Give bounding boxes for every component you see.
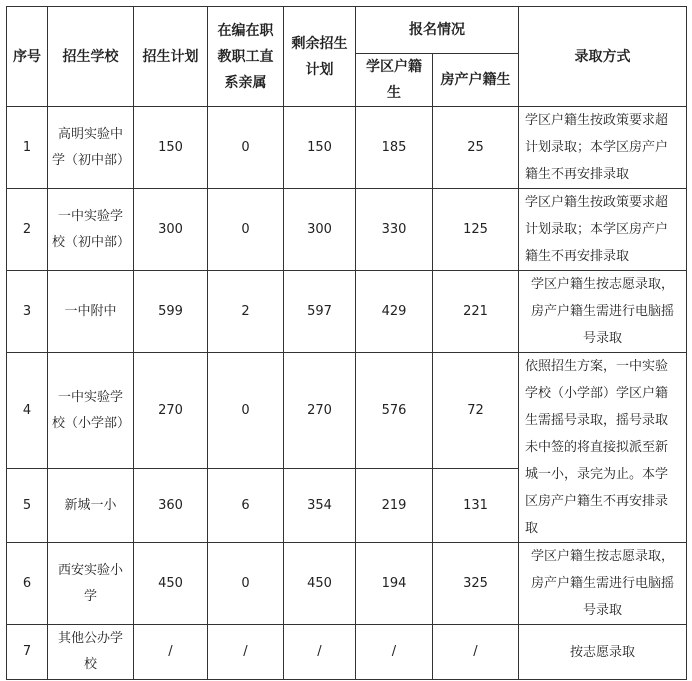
cell-seq: 6 bbox=[7, 543, 48, 625]
cell-property-hukou: / bbox=[433, 625, 519, 680]
cell-admission-method: 依照招生方案，一中实验学校（小学部）学区户籍生需摇号录取，摇号录取未中签的将直接拟派至新城一小，录完为止。本学区房产户籍生不再安排录取 bbox=[519, 353, 687, 543]
cell-school: 其他公办学校 bbox=[48, 625, 134, 680]
cell-remaining: 597 bbox=[284, 271, 356, 353]
cell-staff: 0 bbox=[208, 543, 284, 625]
cell-district-hukou: / bbox=[356, 625, 433, 680]
cell-admission-method: 学区户籍生按志愿录取，房产户籍生需进行电脑摇号录取 bbox=[519, 543, 687, 625]
cell-district-hukou: 330 bbox=[356, 189, 433, 271]
cell-plan: 300 bbox=[134, 189, 208, 271]
header-seq: 序号 bbox=[7, 7, 48, 107]
cell-school: 新城一小 bbox=[48, 469, 134, 543]
admission-table bbox=[6, 6, 687, 680]
cell-school: 西安实验小学 bbox=[48, 543, 134, 625]
cell-school: 高明实验中学（初中部） bbox=[48, 107, 134, 189]
cell-district-hukou: 185 bbox=[356, 107, 433, 189]
header-property-hukou: 房产户籍生 bbox=[433, 54, 519, 107]
cell-district-hukou: 194 bbox=[356, 543, 433, 625]
table-row bbox=[7, 353, 687, 469]
header-school: 招生学校 bbox=[48, 7, 134, 107]
header-plan: 招生计划 bbox=[134, 7, 208, 107]
cell-remaining: 354 bbox=[284, 469, 356, 543]
cell-remaining: / bbox=[284, 625, 356, 680]
header-registration: 报名情况 bbox=[356, 7, 519, 54]
cell-remaining: 300 bbox=[284, 189, 356, 271]
cell-staff: 0 bbox=[208, 353, 284, 469]
table-row bbox=[7, 625, 687, 680]
cell-admission-method: 按志愿录取 bbox=[519, 625, 687, 680]
cell-remaining: 450 bbox=[284, 543, 356, 625]
cell-property-hukou: 131 bbox=[433, 469, 519, 543]
cell-plan: 599 bbox=[134, 271, 208, 353]
cell-school: 一中附中 bbox=[48, 271, 134, 353]
cell-seq: 7 bbox=[7, 625, 48, 680]
header-district-hukou: 学区户籍生 bbox=[356, 54, 433, 107]
cell-district-hukou: 219 bbox=[356, 469, 433, 543]
cell-staff: 6 bbox=[208, 469, 284, 543]
cell-plan: 270 bbox=[134, 353, 208, 469]
cell-property-hukou: 325 bbox=[433, 543, 519, 625]
table-row bbox=[7, 107, 687, 189]
cell-seq: 4 bbox=[7, 353, 48, 469]
cell-school: 一中实验学校（初中部） bbox=[48, 189, 134, 271]
cell-admission-method: 学区户籍生按政策要求超计划录取；本学区房产户籍生不再安排录取 bbox=[519, 189, 687, 271]
cell-seq: 3 bbox=[7, 271, 48, 353]
cell-school: 一中实验学校（小学部） bbox=[48, 353, 134, 469]
cell-staff: 2 bbox=[208, 271, 284, 353]
cell-staff: / bbox=[208, 625, 284, 680]
cell-property-hukou: 125 bbox=[433, 189, 519, 271]
cell-property-hukou: 25 bbox=[433, 107, 519, 189]
table-row bbox=[7, 543, 687, 625]
cell-remaining: 270 bbox=[284, 353, 356, 469]
cell-remaining: 150 bbox=[284, 107, 356, 189]
cell-plan: 360 bbox=[134, 469, 208, 543]
cell-plan: 150 bbox=[134, 107, 208, 189]
cell-admission-method: 学区户籍生按志愿录取，房产户籍生需进行电脑摇号录取 bbox=[519, 271, 687, 353]
cell-seq: 5 bbox=[7, 469, 48, 543]
cell-seq: 1 bbox=[7, 107, 48, 189]
cell-district-hukou: 429 bbox=[356, 271, 433, 353]
table-row bbox=[7, 271, 687, 353]
cell-property-hukou: 221 bbox=[433, 271, 519, 353]
cell-district-hukou: 576 bbox=[356, 353, 433, 469]
cell-seq: 2 bbox=[7, 189, 48, 271]
cell-staff: 0 bbox=[208, 189, 284, 271]
cell-staff: 0 bbox=[208, 107, 284, 189]
cell-plan: / bbox=[134, 625, 208, 680]
header-remaining: 剩余招生计划 bbox=[284, 7, 356, 107]
cell-property-hukou: 72 bbox=[433, 353, 519, 469]
cell-admission-method: 学区户籍生按政策要求超计划录取；本学区房产户籍生不再安排录取 bbox=[519, 107, 687, 189]
table-row bbox=[7, 189, 687, 271]
cell-plan: 450 bbox=[134, 543, 208, 625]
header-admission-method: 录取方式 bbox=[519, 7, 687, 107]
header-staff-relatives: 在编在职教职工直系亲属 bbox=[208, 7, 284, 107]
